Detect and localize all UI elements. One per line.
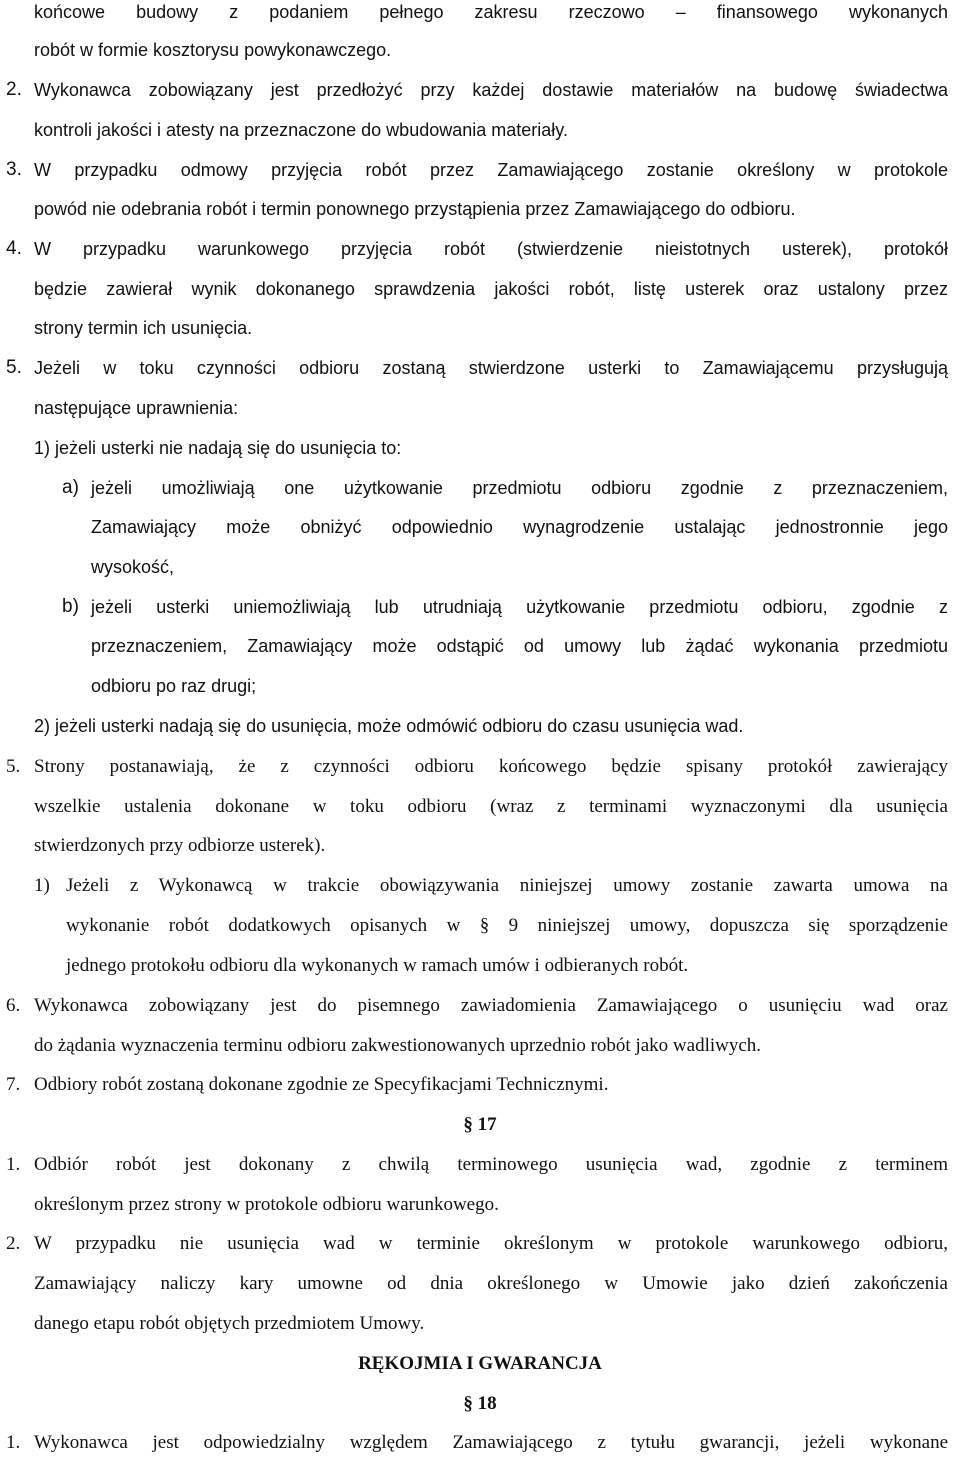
paragraph-line: 1) jeżeli usterki nie nadają się do usunięcia to: [34, 438, 402, 458]
section-mark-17: § 17 [463, 1114, 497, 1135]
paragraph-line: następujące uprawnienia: [34, 398, 239, 418]
item-number: 1. [6, 1154, 21, 1175]
item-number: 2. [6, 79, 22, 100]
paragraph-line: danego etapu robót objętych przedmiotem Umowy. [34, 1313, 425, 1334]
paragraph-line: przeznaczeniem, Zamawiający może odstąpić od umowy lub żądać wykonania przedmiotu [91, 636, 948, 656]
section-heading: RĘKOJMIA I GWARANCJA [358, 1353, 602, 1374]
paragraph-line: określonym przez strony w protokole odbioru warunkowego. [34, 1194, 499, 1215]
item-number: b) [62, 596, 79, 617]
item-number: 1. [6, 1432, 21, 1453]
paragraph-line: będzie zawierał wynik dokonanego sprawdzenia jakości robót, listę usterek oraz ustalony przez [34, 279, 948, 299]
item-number: 2. [6, 1233, 21, 1254]
paragraph-line: do żądania wyznaczenia terminu odbioru zakwestionowanych uprzednio robót jako wadliwych. [34, 1035, 762, 1056]
paragraph-line: W przypadku odmowy przyjęcia robót przez Zamawiającego zostanie określony w protokole [34, 160, 948, 180]
paragraph-line: Wykonawca zobowiązany jest przedłożyć przy każdej dostawie materiałów na budowę świadectwa [34, 80, 948, 100]
item-number: 4. [6, 238, 22, 259]
paragraph-line: W przypadku warunkowego przyjęcia robót (stwierdzenie nieistotnych usterek), protokół [34, 239, 948, 259]
paragraph-line: jednego protokołu odbioru dla wykonanych w ramach umów i odbieranych robót. [66, 955, 689, 976]
paragraph-line: stwierdzonych przy odbiorze usterek). [34, 835, 326, 856]
item-number: 5. [6, 756, 21, 777]
paragraph-line: jeżeli usterki uniemożliwiają lub utrudniają użytkowanie przedmiotu odbioru, zgodnie z [91, 597, 948, 617]
item-number: a) [62, 477, 79, 498]
item-number: 3. [6, 159, 22, 180]
paragraph-line: 2) jeżeli usterki nadają się do usunięcia, może odmówić odbioru do czasu usunięcia wad. [34, 716, 744, 736]
paragraph-line: Zamawiający może obniżyć odpowiednio wynagrodzenie ustalając jednostronnie jego [91, 517, 948, 537]
paragraph-line: Odbiory robót zostaną dokonane zgodnie ze Specyfikacjami Technicznymi. [34, 1074, 609, 1095]
paragraph-line: odbioru po raz drugi; [91, 676, 257, 696]
paragraph-line: kontroli jakości i atesty na przeznaczone do wbudowania materiały. [34, 120, 568, 140]
paragraph-line: W przypadku nie usunięcia wad w terminie określonym w protokole warunkowego odbioru, [34, 1233, 948, 1254]
item-number: 5. [6, 357, 22, 378]
item-number: 6. [6, 995, 21, 1016]
paragraph-line: Jeżeli z Wykonawcą w trakcie obowiązywania niniejszej umowy zostanie zawarta umowa na [66, 875, 948, 896]
item-number: 7. [6, 1074, 21, 1095]
paragraph-line: Jeżeli w toku czynności odbioru zostaną stwierdzone usterki to Zamawiającemu przysługują [34, 358, 948, 378]
paragraph-line: wykonanie robót dodatkowych opisanych w § 9 niniejszej umowy, dopuszcza się sporządzenie [66, 915, 948, 936]
paragraph-line: robót w formie kosztorysu powykonawczego. [34, 40, 392, 60]
paragraph-line: wszelkie ustalenia dokonane w toku odbioru (wraz z terminami wyznaczonymi dla usunięcia [34, 796, 948, 817]
paragraph-line: strony termin ich usunięcia. [34, 318, 253, 338]
paragraph-line: Strony postanawiają, że z czynności odbioru końcowego będzie spisany protokół zawierający [34, 756, 948, 777]
paragraph-line: wysokość, [91, 557, 175, 577]
paragraph-line: jeżeli umożliwiają one użytkowanie przedmiotu odbioru zgodnie z przeznaczeniem, [91, 478, 948, 498]
paragraph-line: Odbiór robót jest dokonany z chwilą terminowego usunięcia wad, zgodnie z terminem [34, 1154, 948, 1175]
section-mark-18: § 18 [463, 1393, 497, 1414]
paragraph-line: powód nie odebrania robót i termin ponownego przystąpienia przez Zamawiającego do odbioru. [34, 199, 796, 219]
item-number: 1) [34, 875, 50, 896]
paragraph-line: Wykonawca zobowiązany jest do pisemnego zawiadomienia Zamawiającego o usunięciu wad oraz [34, 995, 948, 1016]
paragraph-line: Zamawiający naliczy kary umowne od dnia określonego w Umowie jako dzień zakończenia [34, 1273, 948, 1294]
paragraph-line: końcowe budowy z podaniem pełnego zakresu rzeczowo – finansowego wykonanych [34, 2, 948, 22]
paragraph-line: Wykonawca jest odpowiedzialny względem Zamawiającego z tytułu gwarancji, jeżeli wykonane [34, 1432, 948, 1453]
